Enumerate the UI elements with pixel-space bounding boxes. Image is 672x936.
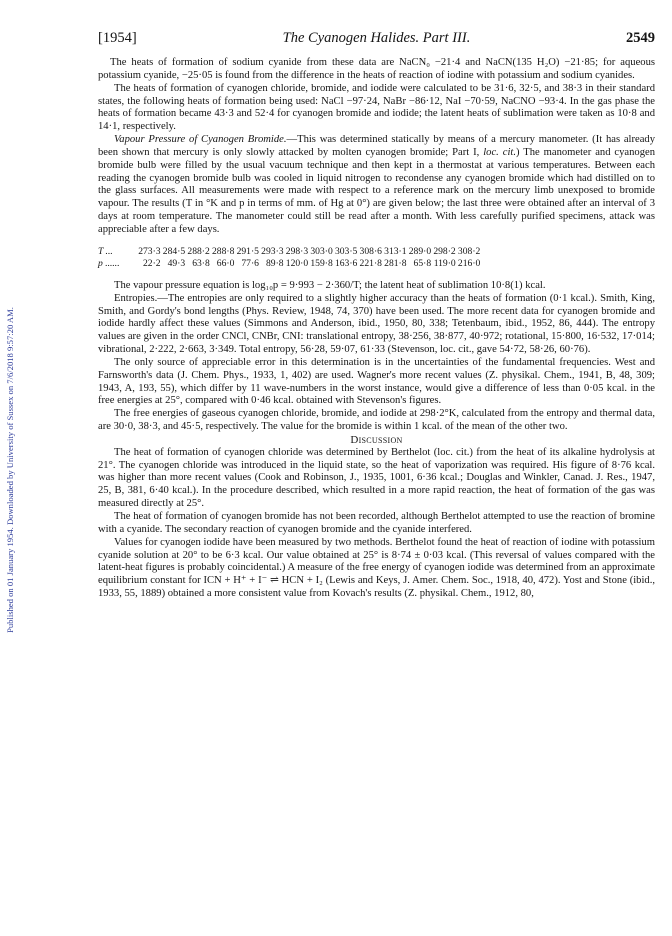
pressure-row <box>98 258 655 271</box>
header-page-number: 2549 <box>626 30 655 46</box>
pressure-cell: 216·0 <box>457 258 481 270</box>
paragraph-vapour-pressure-equation: The vapour pressure equation is log₁₀p = 9·993 − 2·360/T; the latent heat of sublimation 10·8(1) kcal. <box>114 279 546 291</box>
pressure-cell: 63·8 <box>192 258 210 270</box>
paragraph-cyanogen-iodide: Values for cyanogen iodide have been measured by two methods. Berthelot found the heat of reaction of iodine with potassium cyanide solution at 20° to be 6·3 kcal. Our value obtained at 25° is 8·74 ± 0·03 kcal. (This reversal of values compared with the latent-heat figures is probably coincidental.) A measure of the free energy of cyanogen iodide was determined from an approximate equilibrium constant for ICN + H⁺ + I⁻ ⇌ HCN + I₂ (Lewis and Keys, J. Amer. Chem. Soc., 1918, 40, 472). Yost and Stone (ibid., 1933, 55, 1889) obtained a more consistent value from Kovach's results (Z. physikal. Chem., 1912, 80, <box>98 536 655 600</box>
pressure-cell: 65·8 <box>413 258 432 270</box>
vapour-pressure-heading: Vapour Pressure of Cyanogen Bromide. <box>114 134 287 146</box>
pressure-cell: 120·0 <box>285 258 309 270</box>
temperature-cell: 291·5 <box>236 245 259 257</box>
temperature-cell: 303·0 <box>310 245 333 257</box>
vapour-pressure-table <box>98 246 655 271</box>
paragraph-sodium-cyanide: The heats of formation of sodium cyanide from these data are NaCN₀ −21·4 and NaCN(135 H₂O) −21·85; for aqueous potassium cyanide, −25·05 is found from the difference in the heats of reaction of iodine with potassium and sodium cyanides. <box>98 57 655 81</box>
paragraph-vapour-pressure <box>98 134 655 237</box>
temperature-cell: 284·5 <box>162 245 186 257</box>
temperature-cell: 298·3 <box>285 245 309 257</box>
temperature-cell: 293·3 <box>261 245 284 257</box>
pressure-cell: 119·0 <box>433 258 456 270</box>
header-year: [1954] <box>98 30 137 46</box>
temperature-cell: 308·2 <box>457 245 481 257</box>
temperature-cell: 303·5 <box>334 245 358 257</box>
pressure-cell: 159·8 <box>310 258 333 270</box>
pressure-cell: 66·0 <box>216 258 235 270</box>
pressure-cell: 22·2 <box>143 258 161 270</box>
temperature-cell: 273·3 <box>138 245 161 257</box>
temperature-cell: 308·6 <box>359 245 382 257</box>
vapour-pressure-text-b: ) The manometer and cyanogen bromide bulb were filled by the usual vacuum technique and then kept in a thermostat at various temperatures. Between each reading the cyanogen bromide bulb was cooled in liquid nitrogen to recondense any cyanogen bromide which had distilled on to the glass surfaces. All measurements were made with respect to a reference mark on the mercury limb unexposed to bromide vapour. The results (T in °K and p in terms of mm. of Hg at 0°) are given below; the last three were obtained after an interval of 3 days at room temperature. The manometer could still be read after a month. With less carefully purified specimens, attack was appreciable after a few days. <box>98 146 655 235</box>
paragraph-free-energies: The free energies of gaseous cyanogen chloride, bromide, and iodide at 298·2°K, calculated from the entropy and thermal data, are 30·0, 38·3, and 45·5, respectively. The value for the bromide is within 1 kcal. of the mean of the other two. <box>98 408 655 433</box>
temperature-cell: 298·2 <box>433 245 456 257</box>
download-watermark-text: Published on 01 January 1954. Downloaded by University of Sussex on 7/6/2018 9:57:20 AM. <box>5 307 15 633</box>
journal-page <box>98 30 655 601</box>
running-header <box>98 30 655 48</box>
pressure-cell: 49·3 <box>167 258 186 270</box>
discussion-heading: Discussion <box>350 433 403 446</box>
temperature-cell: 288·8 <box>211 245 235 257</box>
download-watermark <box>2 150 18 790</box>
paragraph-cyanogen-bromide: The heat of formation of cyanogen bromide has not been recorded, although Berthelot attempted to use the reaction of bromine with a cyanide. The secondary reaction of cyanogen bromide and the cyanide interfered. <box>98 511 655 535</box>
paragraph-cyanogen-chloride: The heat of formation of cyanogen chloride was determined by Berthelot (loc. cit.) from the heat of its alkaline hydrolysis at 21°. The cyanogen chloride was introduced in the liquid state, so the heat of vaporization was required. His figure of 8·76 kcal. was higher than more recent values (Cook and Robinson, J., 1935, 1001, 6·36 kcal.; Douglas and Winkler, Canad. J. Res., 1947, 25, B, 381, 6·40 kcal.). In the procedure described, which resulted in a more rapid reaction, the heat of formation of the gas was measured directly at 25°. <box>98 446 655 510</box>
header-title: The Cyanogen Halides. Part III. <box>282 30 471 46</box>
temperature-cell: 313·1 <box>384 245 407 257</box>
vapour-pressure-text-a: —This was determined statically by means of a mercury manometer. (It has already been shown that mercury is only slowly attacked by molten cyanogen bromide; Part I, <box>98 134 656 158</box>
pressure-cell: 281·8 <box>384 258 407 270</box>
temperature-row <box>98 246 655 259</box>
vapour-pressure-citation: loc. cit. <box>483 146 516 158</box>
temperature-label: T ... <box>98 245 113 257</box>
pressure-cell: 163·6 <box>334 258 358 270</box>
pressure-label: p ...... <box>98 258 120 270</box>
paragraph-heats-of-formation: The heats of formation of cyanogen chloride, bromide, and iodide were calculated to be 31·6, 32·5, and 38·3 in their standard states, the following heats of formation being used: NaCl −97·24, NaBr −86·12, NaI −70·59, NaCNO −93·4. In the gas phase the heats of formation became 43·3 and 52·4 for cyanogen bromide and iodide; the latent heats of sublimation were taken as 10·8 and 14·1, respectively. <box>98 82 655 133</box>
temperature-cell: 288·2 <box>187 245 210 257</box>
pressure-cell: 221·8 <box>359 258 382 270</box>
paragraph-error-source: The only source of appreciable error in this determination is in the uncertainties of the fundamental frequencies. West and Farnsworth's data (J. Chem. Phys., 1933, 1, 402) are used. Wagner's more recent values (Z. physikal. Chem., 1941, B, 48, 309; 1943, A, 193, 55), which differ by 11 wave-numbers in the worst instance, would give a difference of less than 0·05 kcal. in the free energies at 25°, compared with 0·46 kcal. obtained with Stevenson's figures. <box>98 356 655 407</box>
pressure-cell: 89·8 <box>265 258 284 270</box>
article-body <box>98 57 655 601</box>
temperature-cell: 289·0 <box>408 245 432 257</box>
paragraph-entropies: Entropies.—The entropies are only required to a slightly higher accuracy than the heats of formation (0·1 kcal.). Smith, King, Smith, and Gordy's bond lengths (Phys. Review, 1948, 74, 370) have been used. The more recent data for cyanogen bromide and iodide hardly affect these values (Simmons and Anderson, ibid., 1950, 80, 338; Tetenbaum, ibid., 1952, 86, 444). The entropy values are given in the order CNCl, CNBr, CNI: translational entropy, 38·256, 38·877, 40·972; rotational, 15·800, 16·532, 17·014; vibrational, 2·222, 2·663, 3·349. Total entropy, 56·28, 59·07, 61·33 (Stevenson, loc. cit., gave 54·72, 58·26, 60·76). <box>98 292 655 356</box>
pressure-cell: 77·6 <box>241 258 259 270</box>
